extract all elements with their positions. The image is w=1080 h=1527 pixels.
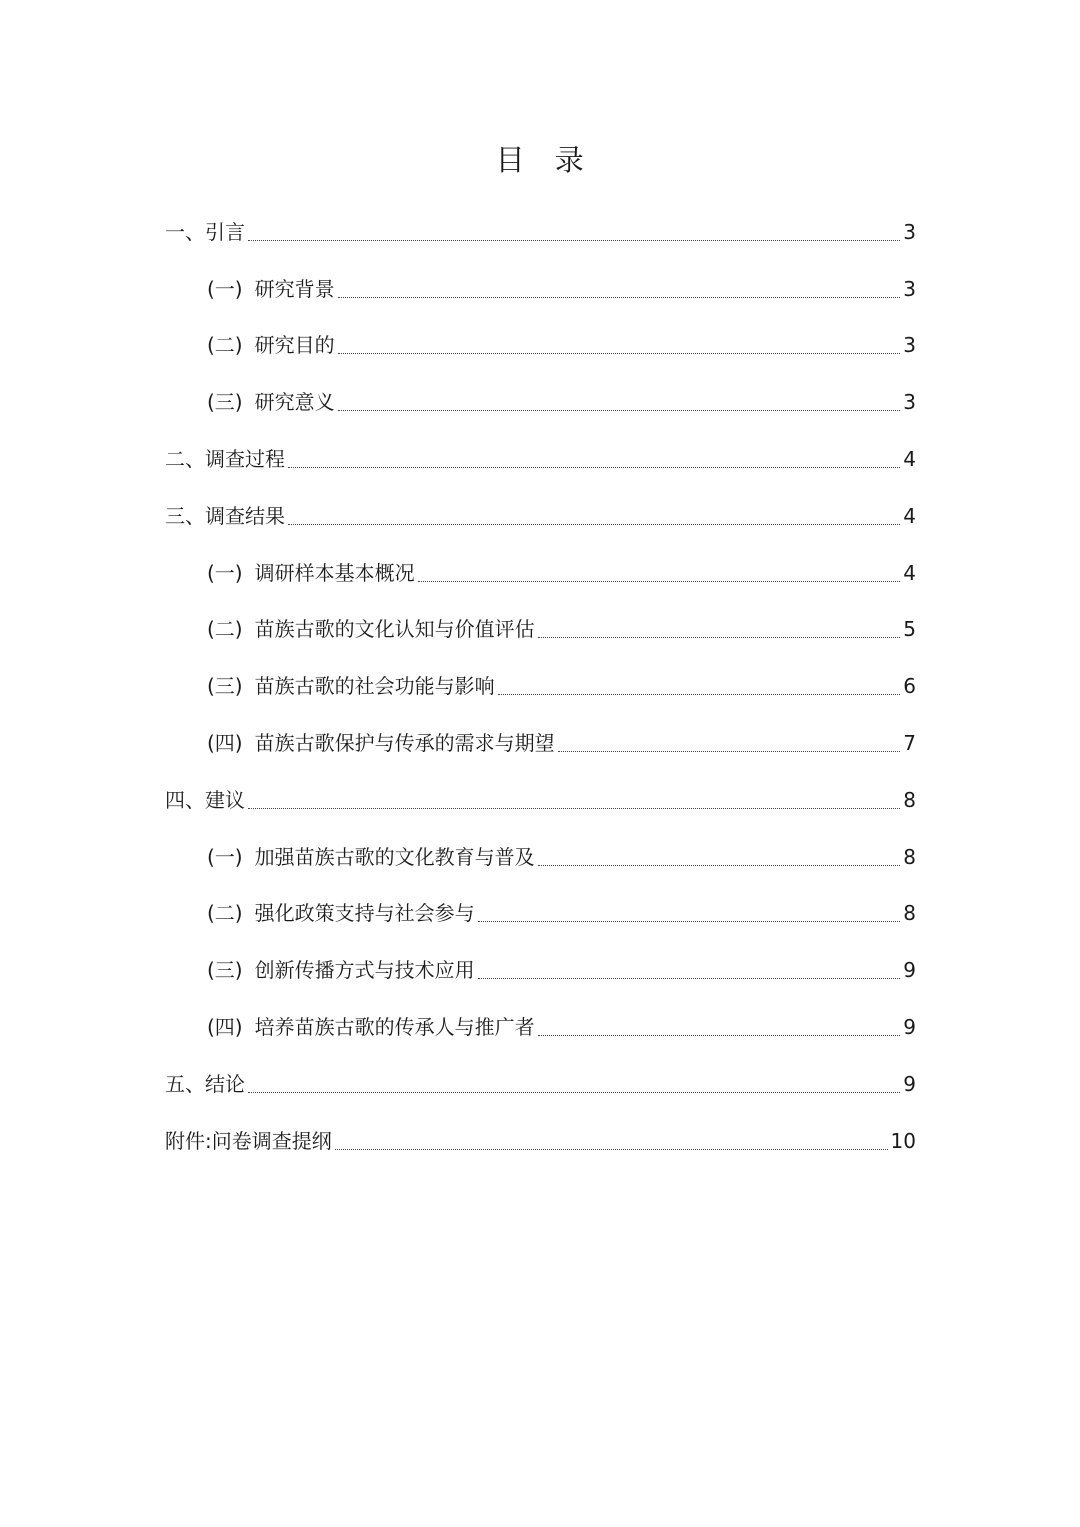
dot-leader — [478, 920, 901, 922]
toc-entry[interactable] — [165, 593, 916, 650]
toc-entry-number: (三) — [207, 958, 243, 983]
dot-leader — [335, 1148, 888, 1150]
toc-entry-page: 8 — [903, 844, 916, 869]
toc-entry[interactable] — [165, 1047, 916, 1104]
toc-entry[interactable] — [165, 649, 916, 706]
toc-entry-number: (一) — [207, 560, 243, 585]
toc-entry-text: 三、调查结果 — [165, 503, 285, 528]
toc-entry-label — [165, 780, 245, 820]
toc-entry-text: 苗族古歌保护与传承的需求与期望 — [254, 730, 555, 755]
toc-entry-number: (二) — [207, 901, 243, 926]
toc-entry-number: (二) — [207, 333, 243, 358]
toc-entry-label — [207, 893, 475, 933]
toc-entry-page: 3 — [903, 219, 916, 244]
toc-entry-page: 3 — [903, 333, 916, 358]
toc-entry-label — [207, 269, 335, 309]
toc-entry-label — [207, 950, 475, 990]
toc-entry-page: 3 — [903, 276, 916, 301]
toc-entry[interactable] — [165, 536, 916, 593]
dot-leader — [418, 580, 901, 582]
toc-entry[interactable] — [165, 422, 916, 479]
toc-entry-text: 附件:问卷调查提纲 — [165, 1128, 332, 1153]
toc-entry-page: 8 — [903, 901, 916, 926]
dot-leader — [288, 523, 900, 525]
toc-entry-text: 一、引言 — [165, 219, 245, 244]
toc-entry-page: 9 — [903, 958, 916, 983]
toc-entry-page: 5 — [903, 617, 916, 642]
dot-leader — [288, 466, 900, 468]
toc-entry-page: 6 — [903, 674, 916, 699]
toc-entry[interactable] — [165, 820, 916, 877]
toc-entry-label — [207, 609, 535, 649]
dot-leader — [338, 409, 901, 411]
toc-entry-label — [207, 723, 555, 763]
toc-entry-number: (一) — [207, 844, 243, 869]
toc-entry-text: 四、建议 — [165, 787, 245, 812]
toc-entry-label — [207, 1007, 535, 1047]
toc-entry-text: 研究目的 — [254, 333, 335, 358]
toc-entry-label — [207, 553, 415, 593]
toc-entry-text: 培养苗族古歌的传承人与推广者 — [254, 1014, 535, 1039]
dot-leader — [538, 864, 901, 866]
toc-entry[interactable] — [165, 763, 916, 820]
toc-entry-number: (二) — [207, 617, 243, 642]
toc-entry-text: 苗族古歌的社会功能与影响 — [254, 674, 495, 699]
toc-entry[interactable] — [165, 365, 916, 422]
toc-entry-text: 研究意义 — [254, 390, 335, 415]
toc-entry-page: 3 — [903, 390, 916, 415]
table-of-contents — [165, 195, 916, 1161]
toc-entry-text: 强化政策支持与社会参与 — [254, 901, 475, 926]
toc-entry-label — [207, 382, 335, 422]
toc-entry-label — [165, 439, 285, 479]
dot-leader — [248, 807, 900, 809]
toc-entry-text: 创新传播方式与技术应用 — [254, 958, 475, 983]
toc-entry-text: 加强苗族古歌的文化教育与普及 — [254, 844, 535, 869]
toc-entry-text: 调研样本基本概况 — [254, 560, 415, 585]
toc-entry-text: 苗族古歌的文化认知与价值评估 — [254, 617, 535, 642]
toc-entry-label — [165, 1121, 332, 1161]
toc-entry[interactable] — [165, 933, 916, 990]
dot-leader — [248, 1091, 900, 1093]
toc-entry-page: 4 — [903, 446, 916, 471]
toc-entry-label — [165, 496, 285, 536]
dot-leader — [248, 239, 900, 241]
toc-entry-number: (三) — [207, 390, 243, 415]
toc-entry-page: 8 — [903, 787, 916, 812]
toc-entry-page: 9 — [903, 1014, 916, 1039]
toc-entry-page: 4 — [903, 560, 916, 585]
toc-entry-number: (一) — [207, 276, 243, 301]
toc-entry[interactable] — [165, 877, 916, 934]
toc-entry-page: 4 — [903, 503, 916, 528]
dot-leader — [338, 352, 901, 354]
toc-entry[interactable] — [165, 1104, 916, 1161]
toc-entry-label — [207, 325, 335, 365]
toc-entry-label — [165, 212, 245, 252]
toc-entry[interactable] — [165, 309, 916, 366]
toc-entry[interactable] — [165, 706, 916, 763]
toc-entry-number: (三) — [207, 674, 243, 699]
dot-leader — [558, 750, 901, 752]
toc-entry-text: 二、调查过程 — [165, 446, 285, 471]
dot-leader — [538, 636, 901, 638]
toc-entry-page: 7 — [903, 730, 916, 755]
toc-title: 目 录 — [495, 143, 585, 177]
toc-entry-page: 10 — [890, 1128, 916, 1153]
toc-entry-text: 研究背景 — [254, 276, 335, 301]
toc-entry-text: 五、结论 — [165, 1071, 245, 1096]
toc-entry[interactable] — [165, 195, 916, 252]
toc-entry-label — [165, 1064, 245, 1104]
dot-leader — [498, 693, 901, 695]
toc-entry-number: (四) — [207, 730, 243, 755]
toc-entry-label — [207, 666, 495, 706]
dot-leader — [338, 296, 901, 298]
dot-leader — [538, 1034, 901, 1036]
toc-entry[interactable] — [165, 990, 916, 1047]
toc-entry-page: 9 — [903, 1071, 916, 1096]
toc-entry-number: (四) — [207, 1014, 243, 1039]
toc-entry[interactable] — [165, 252, 916, 309]
toc-entry-label — [207, 837, 535, 877]
dot-leader — [478, 977, 901, 979]
toc-entry[interactable] — [165, 479, 916, 536]
